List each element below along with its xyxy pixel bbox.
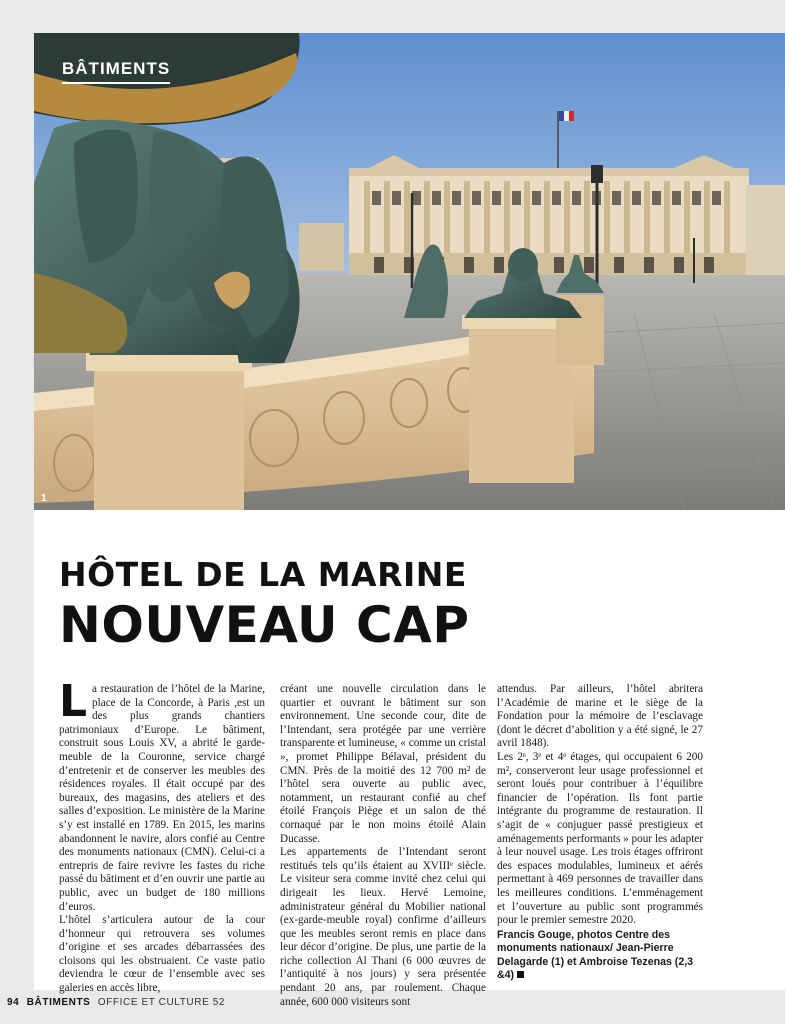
headline-line-1: HÔTEL DE LA MARINE — [59, 555, 467, 594]
paragraph: Les appartements de l’Intendant seront restitués tels qu’ils étaient au XVIIIᵉ siècle. Le visiteur sera comme invité chez celui qui dirigeait les lieux. Hervé Lemoine, administrateur général du Mobilier national (ex-garde-meuble royal) confirme d’ailleurs que les meubles seront remis en place dans leur décor d’origine. De plus, une partie de la riche collection Al Thani (6 000 œuvres de l’antiquité à nos jours) y sera présentée pendant 20 ans, par roulement. Chaque année, 600 000 visiteurs sont — [280, 846, 486, 1008]
photo-credits — [497, 929, 703, 983]
paragraph: créant une nouvelle circulation dans le quartier et ouvrant le bâtiment sur son environnement. Une seconde cour, dite de l’Intendant, sera protégée par une verrière transparente et lumineuse, « comme un cristal », promet Philippe Bélaval, président du CMN. Près de la moitié des 12 700 m² de l’hôtel sera ouverte au public avec, notamment, un restaurant confié au chef étoilé François Piège et un salon de thé cornaqué par le non moins étoilé Alain Ducasse. — [280, 683, 486, 845]
article-column-1 — [59, 676, 265, 996]
page-number: 94 — [7, 997, 20, 1008]
drop-cap: L — [59, 676, 88, 727]
issue-label: OFFICE ET CULTURE 52 — [97, 997, 226, 1008]
credits-text: Francis Gouge, photos Centre des monuments nationaux/ Jean-Pierre Delagarde (1) et Ambroise Tezenas (2,3 &4) — [497, 928, 694, 982]
headline — [59, 557, 470, 653]
photo-number: 1 — [41, 493, 47, 504]
headline-line-2: NOUVEAU CAP — [59, 596, 470, 654]
paragraph: Les 2ᵉ, 3ᵉ et 4ᵉ étages, qui occupaient 6 200 m², conserveront leur usage professionnel et seront loués pour contribuer à l’équilibre financier de l’opération. Ils font partie intégrante du programme de restauration. Il s’agit de « conjuguer passé prestigieux et aménagements performants » pour les adapter à leur nouvel usage. Les trois étages offriront des espaces modulables, lumineux et aérés permettant à 469 personnes de travailler dans les meilleures conditions. L’emménagement et l’ouverture au public sont programmés pour le premier semestre 2020. — [497, 750, 703, 927]
magazine-name: BÂTIMENTS — [26, 997, 91, 1008]
article-column-2 — [280, 683, 486, 1009]
article-column-3 — [497, 683, 703, 983]
paragraph-text: a restauration de l’hôtel de la Marine, place de la Concorde, à Paris ,est un des plus grands chantiers patrimoniaux d’Europe. Le bâtiment, construit sous Louis XV, a abrité le garde-meuble de la Couronne, service chargé d’entretenir et de conserver les meubles des résidences royales. Il était occupé par des bureaux, des magasins, des ateliers et des salles d’exposition. Le ministère de la Marine s’y est installé en 1789. En 2015, les marins abandonnent le navire, alors confié au Centre des monuments nationaux (CMN). Celui-ci a entrepris de faire revivre les fastes du riche passé du bâtiment et d’en ouvrir une partie au public, avec un budget de 180 millions d’euros. — [59, 683, 265, 913]
place-de-la-concorde-photo — [34, 33, 785, 510]
section-tag: BÂTIMENTS — [62, 59, 170, 84]
page-footer — [7, 997, 225, 1008]
paragraph — [59, 676, 265, 914]
end-mark-icon — [517, 971, 524, 978]
hero-photo — [34, 33, 785, 510]
paragraph: L’hôtel s’articulera autour de la cour d’honneur qui retrouvera ses volumes d’origine et ses arcades débarrassées des cloisons qui les obstruaient. Ce vaste patio deviendra le cœur de l’ensemble avec ses galeries en accès libre, — [59, 914, 265, 995]
paragraph: attendus. Par ailleurs, l’hôtel abritera l’Académie de marine et le siège de la Fondation pour la mémoire de l’esclavage (dont le décret d’abolition y a été signé, le 27 avril 1848). — [497, 683, 703, 750]
